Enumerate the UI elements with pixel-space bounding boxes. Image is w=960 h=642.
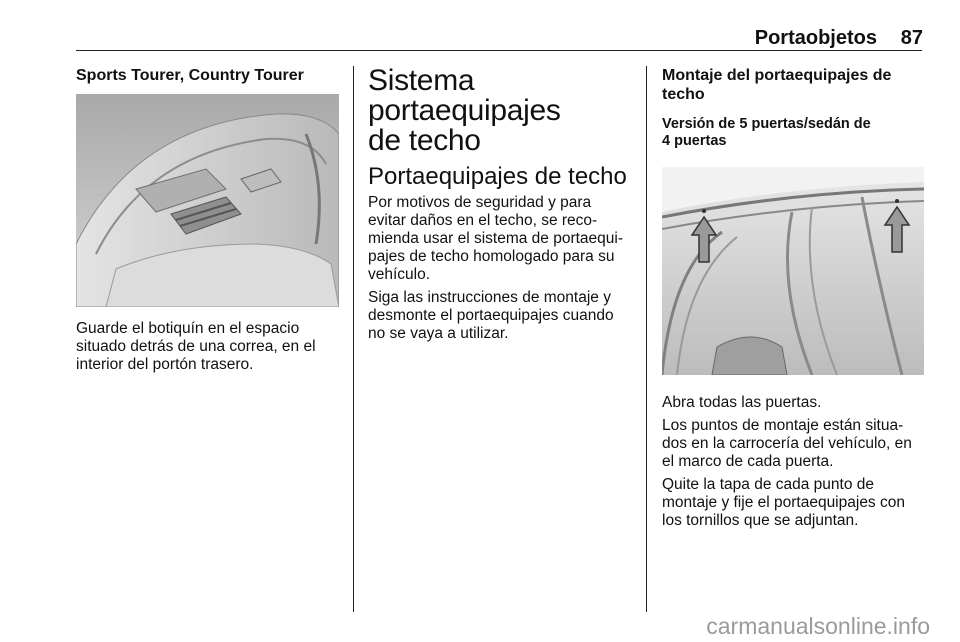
roof-drawing [662,167,924,375]
paragraph [662,417,924,471]
paragraph [368,194,638,284]
header-rule [76,50,922,51]
chapter-title-line: de techo [368,124,481,157]
column-right [662,66,924,150]
section-heading-line: Montaje del portaequipajes de [662,67,892,84]
column-left-body [76,320,342,374]
paragraph [368,289,638,343]
running-header-title: Portaobjetos [754,27,877,49]
body-line: el marco de cada puerta. [662,453,834,470]
column-divider-1 [353,66,354,612]
body-line: pajes de techo homologado para su [368,248,615,265]
watermark: carmanualsonline.info [706,613,930,639]
body-line: Quite la tapa de cada punto de [662,476,874,493]
column-middle [368,66,638,343]
body-line: Los puntos de montaje están situa- [662,417,904,434]
page-number: 87 [900,27,923,49]
subheading-line: 4 puertas [662,133,727,149]
body-line: Guarde el botiquín en el espacio [76,320,300,337]
body-line: Abra todas las puertas. [662,394,822,411]
column-left [76,66,342,85]
section-title: Portaequipajes de techo [368,163,627,190]
body-line: desmonte el portaequipajes cuando [368,307,614,324]
subheading [662,116,924,150]
subheading-line: Versión de 5 puertas/sedán de [662,116,871,132]
column-divider-2 [646,66,647,612]
column-right-body [662,394,924,530]
paragraph [662,476,924,530]
body-line: los tornillos que se adjuntan. [662,512,859,529]
body-line: situado detrás de una correa, en el [76,338,316,355]
body-line: interior del portón trasero. [76,356,254,373]
body-line: mienda usar el sistema de portaequi- [368,230,624,247]
body-line: vehículo. [368,266,431,283]
trunk-lid-interior-illustration [76,94,339,307]
roof-mounting-points-illustration [662,167,924,375]
body-line: Siga las instrucciones de montaje y [368,289,611,306]
body-line: evitar daños en el techo, se reco- [368,212,598,229]
body-line: montaje y fije el portaequipajes con [662,494,905,511]
chapter-title-line: Sistema portaequipajes [368,64,561,127]
body-line: no se vaya a utilizar. [368,325,509,342]
body-line: Por motivos de seguridad y para [368,194,592,211]
trunk-lid-drawing [76,94,339,307]
section-heading: Sports Tourer, Country Tourer [76,67,304,84]
section-heading-line: techo [662,86,705,103]
body-line: dos en la carrocería del vehículo, en [662,435,912,452]
